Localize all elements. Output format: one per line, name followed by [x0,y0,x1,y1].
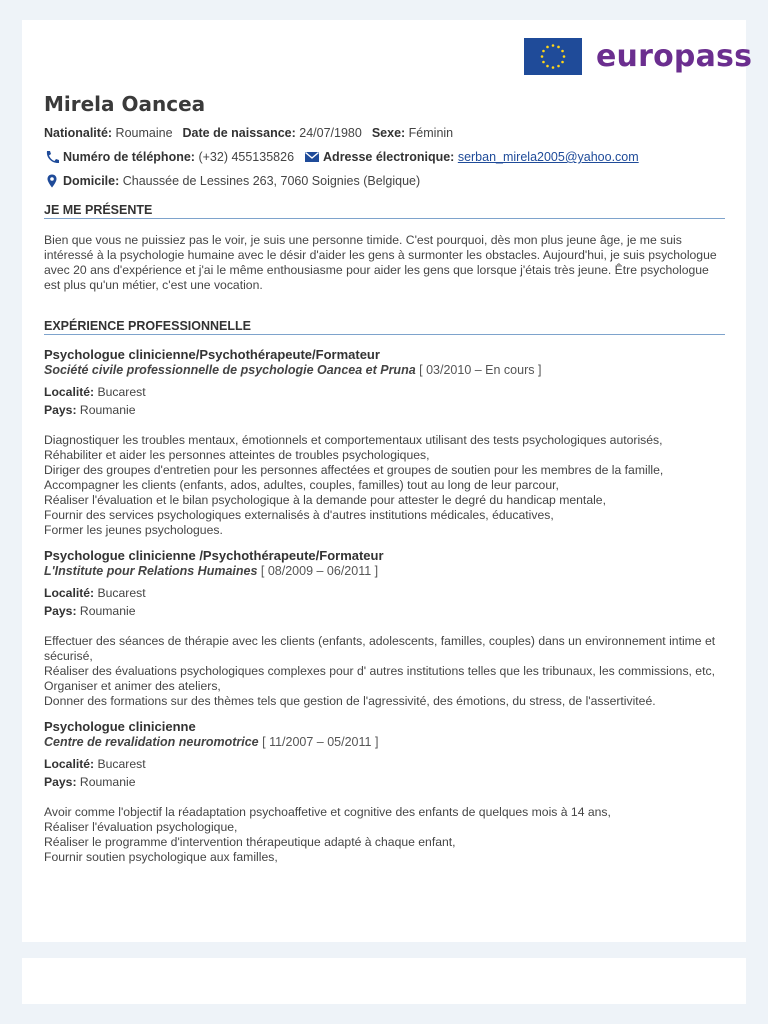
job-employer-line [44,363,725,377]
task-item: Diagnostiquer les troubles mentaux, émotionnels et comportementaux utilisant des tests psychologiques autorisés, [44,433,663,447]
task-item: Réaliser le programme d'intervention thérapeutique adapté à chaque enfant, [44,835,456,849]
birth-label: Date de naissance: [182,126,296,140]
task-item: Réaliser des évaluations psychologiques complexes pour d' autres institutions telles que les tribunaux, les commissions, etc, [44,664,715,678]
country-value: Roumanie [79,775,136,789]
job-locality [44,755,725,773]
job-title: Psychologue clinicienne /Psychothérapeute/Formateur [44,548,384,563]
address-label: Domicile: [63,174,120,188]
email-link[interactable]: serban_mirela2005@yahoo.com [457,150,639,164]
about-heading: JE ME PRÉSENTE [44,203,725,219]
job-dates: [ 11/2007 – 05/2011 ] [262,735,379,749]
job-entry [44,719,725,865]
task-item: Organiser et animer des ateliers, [44,679,221,693]
task-item: Effectuer des séances de thérapie avec les clients (enfants, adolescents, familles, couples) dans un environnement intime et sécurisé, [44,634,716,663]
locality-value: Bucarest [97,586,146,600]
task-item: Diriger des groupes d'entretien pour les personnes affectées et groupes de soutien pour les membres de la famille, [44,463,664,477]
phone-value: (+32) 455135826 [198,150,295,164]
email-icon [304,150,320,164]
locality-label: Localité: [44,385,95,399]
job-tasks [44,805,725,865]
phone-icon [44,150,60,164]
experience-list [44,347,725,865]
task-item: Réaliser l'évaluation et le bilan psychologique à la demande pour attester le degré du handicap mentale, [44,493,606,507]
job-title: Psychologue clinicienne [44,719,196,734]
location-pin-icon [44,174,60,188]
task-item: Donner des formations sur des thèmes tels que gestion de l'agressivité, des émotions, du stress, de l'assertiviteé. [44,694,656,708]
country-label: Pays: [44,775,77,789]
job-employer-line [44,735,725,749]
task-item: Fournir des services psychologiques externalisés à d'autres institutions médicales, éducatives, [44,508,554,522]
locality-label: Localité: [44,757,95,771]
job-employer: L'Institute pour Relations Humaines [44,564,258,578]
task-item: Accompagner les clients (enfants, ados, adultes, couples, familles) tout au long de leur parcour, [44,478,559,492]
europass-logo[interactable] [524,38,752,75]
task-item: Avoir comme l'objectif la réadaptation psychoaffetive et cognitive des enfants de quelques mois à 14 ans, [44,805,611,819]
country-value: Roumanie [79,403,136,417]
europass-wordmark: europass [596,39,753,74]
email-label: Adresse électronique: [323,150,455,164]
sex-label: Sexe: [371,126,406,140]
phone-label: Numéro de téléphone: [63,150,195,164]
person-name: Mirela Oancea [44,92,206,116]
next-page [22,958,746,1004]
job-tasks [44,634,725,709]
country-label: Pays: [44,403,77,417]
job-dates: [ 03/2010 – En cours ] [419,363,542,377]
job-title: Psychologue clinicienne/Psychothérapeute/Formateur [44,347,380,362]
job-locality [44,584,725,602]
country-value: Roumanie [79,604,136,618]
locality-value: Bucarest [97,757,146,771]
nationality-value: Roumaine [115,126,173,140]
experience-heading: EXPÉRIENCE PROFESSIONNELLE [44,319,725,335]
job-employer: Centre de revalidation neuromotrice [44,735,259,749]
job-entry [44,347,725,538]
job-entry [44,548,725,709]
task-item: Réaliser l'évaluation psychologique, [44,820,238,834]
birth-value: 24/07/1980 [299,126,362,140]
nationality-label: Nationalité: [44,126,113,140]
locality-value: Bucarest [97,385,146,399]
address-value: Chaussée de Lessines 263, 7060 Soignies (Belgique) [122,174,421,188]
task-item: Former les jeunes psychologues. [44,523,223,537]
job-dates: [ 08/2009 – 06/2011 ] [260,564,379,578]
job-locality [44,383,725,401]
job-country [44,773,725,791]
task-item: Réhabiliter et aider les personnes atteintes de troubles psychologiques, [44,448,430,462]
job-country [44,602,725,620]
sex-value: Féminin [408,126,454,140]
cv-content [44,92,725,865]
locality-label: Localité: [44,586,95,600]
about-text: Bien que vous ne puissiez pas le voir, je suis une personne timide. C'est pourquoi, dès mon plus jeune âge, je me suis intéressé à la psychologie humaine avec le désir d'aider les gens à surmonter les obstacles. Aujourd'hui, je suis psychologue avec 20 ans d'expérience et j'ai le même enthousiasme pour aider les gens que lorsque j'étais très jeune. Être psychologue est plus qu'un métier, c'est une vocation. [44,233,717,292]
job-country [44,401,725,419]
task-item: Fournir soutien psychologique aux familles, [44,850,278,864]
personal-info-row [44,125,725,141]
eu-flag-icon [524,38,582,75]
contact-row [44,149,725,165]
job-employer-line [44,564,725,578]
country-label: Pays: [44,604,77,618]
job-employer: Société civile professionnelle de psychologie Oancea et Pruna [44,363,416,377]
address-row [44,173,725,189]
job-tasks [44,433,725,538]
